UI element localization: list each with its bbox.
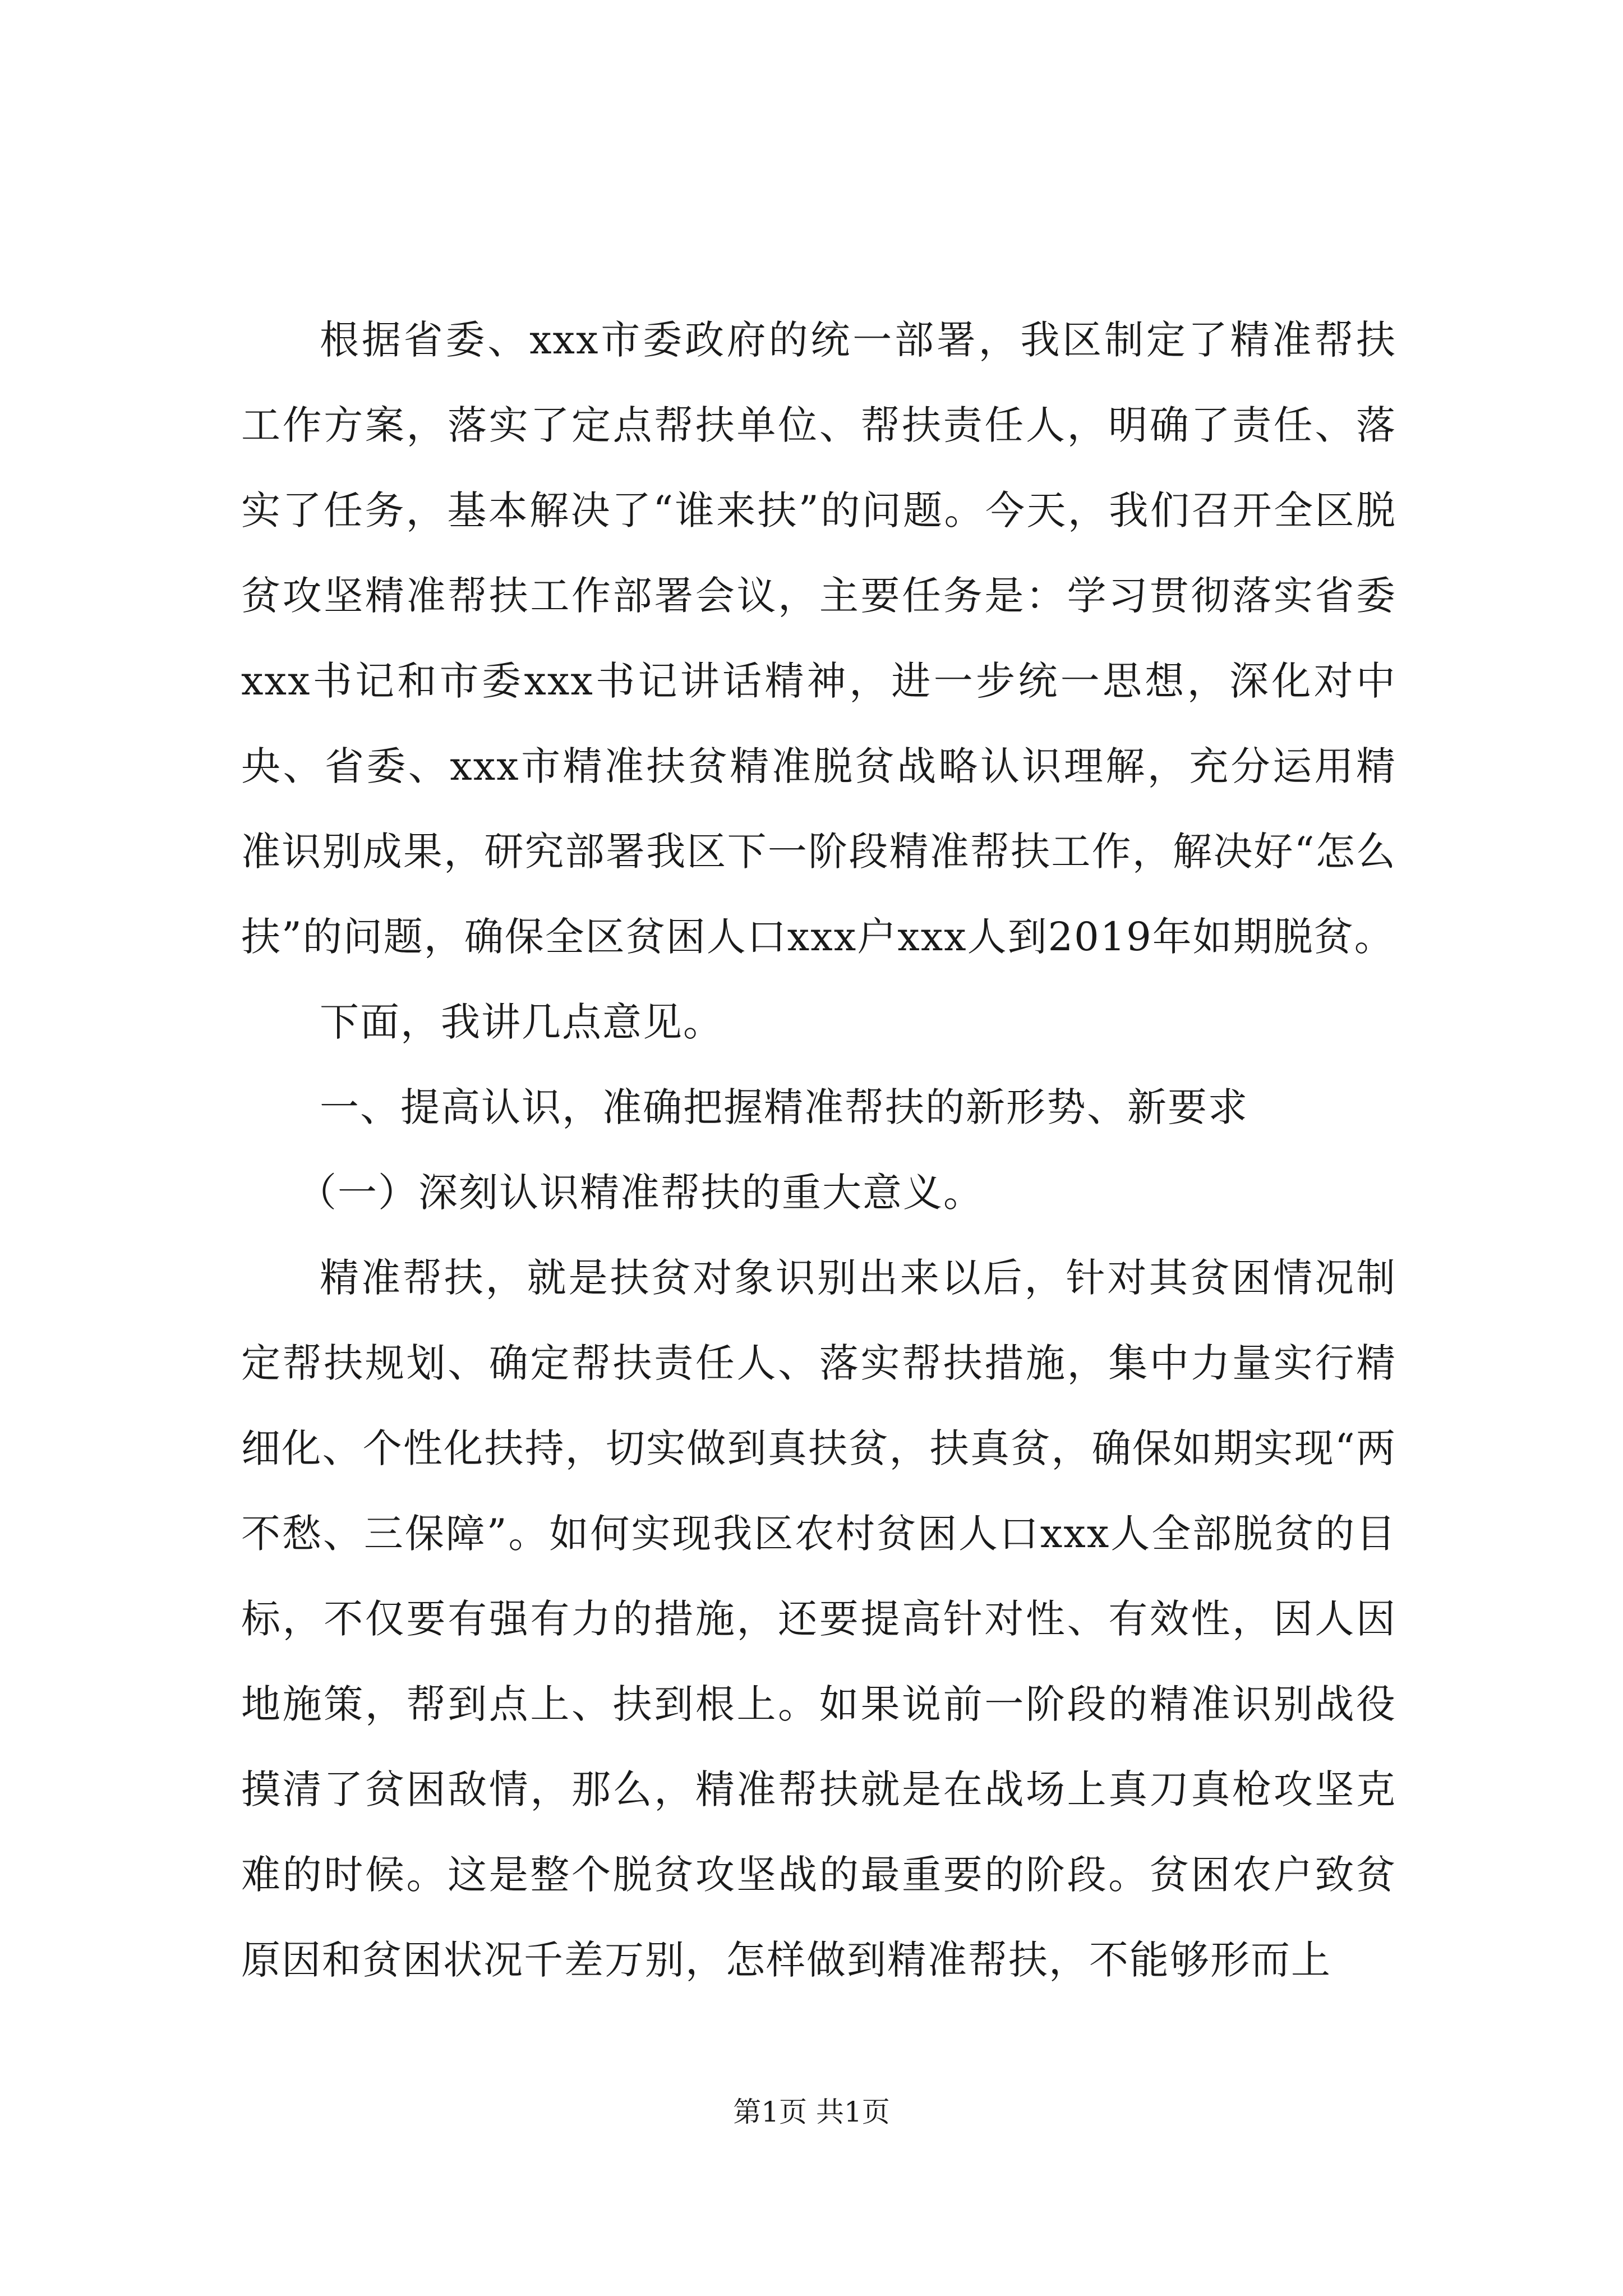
intro-paragraph: 根据省委、xxx市委政府的统一部署，我区制定了精准帮扶工作方案，落实了定点帮扶单位、帮扶责任人，明确了责任、落实了任务，基本解决了“谁来扶”的问题。今天，我们召开全区脱贫攻坚精准帮扶工作部署会议，主要任务是：学习贯彻落实省委xxx书记和市委xxx书记讲话精神，进一步统一思想，深化对中央、省委、xxx市精准扶贫精准脱贫战略认识理解，充分运用精准识别成果，研究部署我区下一阶段精准帮扶工作，解决好“怎么扶”的问题，确保全区贫困人口xxx户xxx人到2019年如期脱贫。 [241,317,1396,960]
body-paragraph: 精准帮扶，就是扶贫对象识别出来以后，针对其贫困情况制定帮扶规划、确定帮扶责任人、落实帮扶措施，集中力量实行精细化、个性化扶持，切实做到真扶贫，扶真贫，确保如期实现“两不愁、三保障”。如何实现我区农村贫困人口xxx人全部脱贫的目标，不仅要有强有力的措施，还要提高针对性、有效性，因人因地施策，帮到点上、扶到根上。如果说前一阶段的精准识别战役摸清了贫困敌情，那么，精准帮扶就是在战场上真刀真枪攻坚克难的时候。这是整个脱贫攻坚战的最重要的阶段。贫困农户致贫原因和贫困状况千差万别，怎样做到精准帮扶，不能够形而上 [241,1255,1396,1983]
section-heading: 一、提高认识，准确把握精准帮扶的新形势、新要求 [320,1084,1248,1130]
transition-paragraph: 下面，我讲几点意见。 [320,999,723,1045]
subsection-heading: （一）深刻认识精准帮扶的重大意义。 [297,1170,984,1216]
document-body [241,297,1396,2003]
page-footer: 第1页 共1页 [733,2096,890,2128]
